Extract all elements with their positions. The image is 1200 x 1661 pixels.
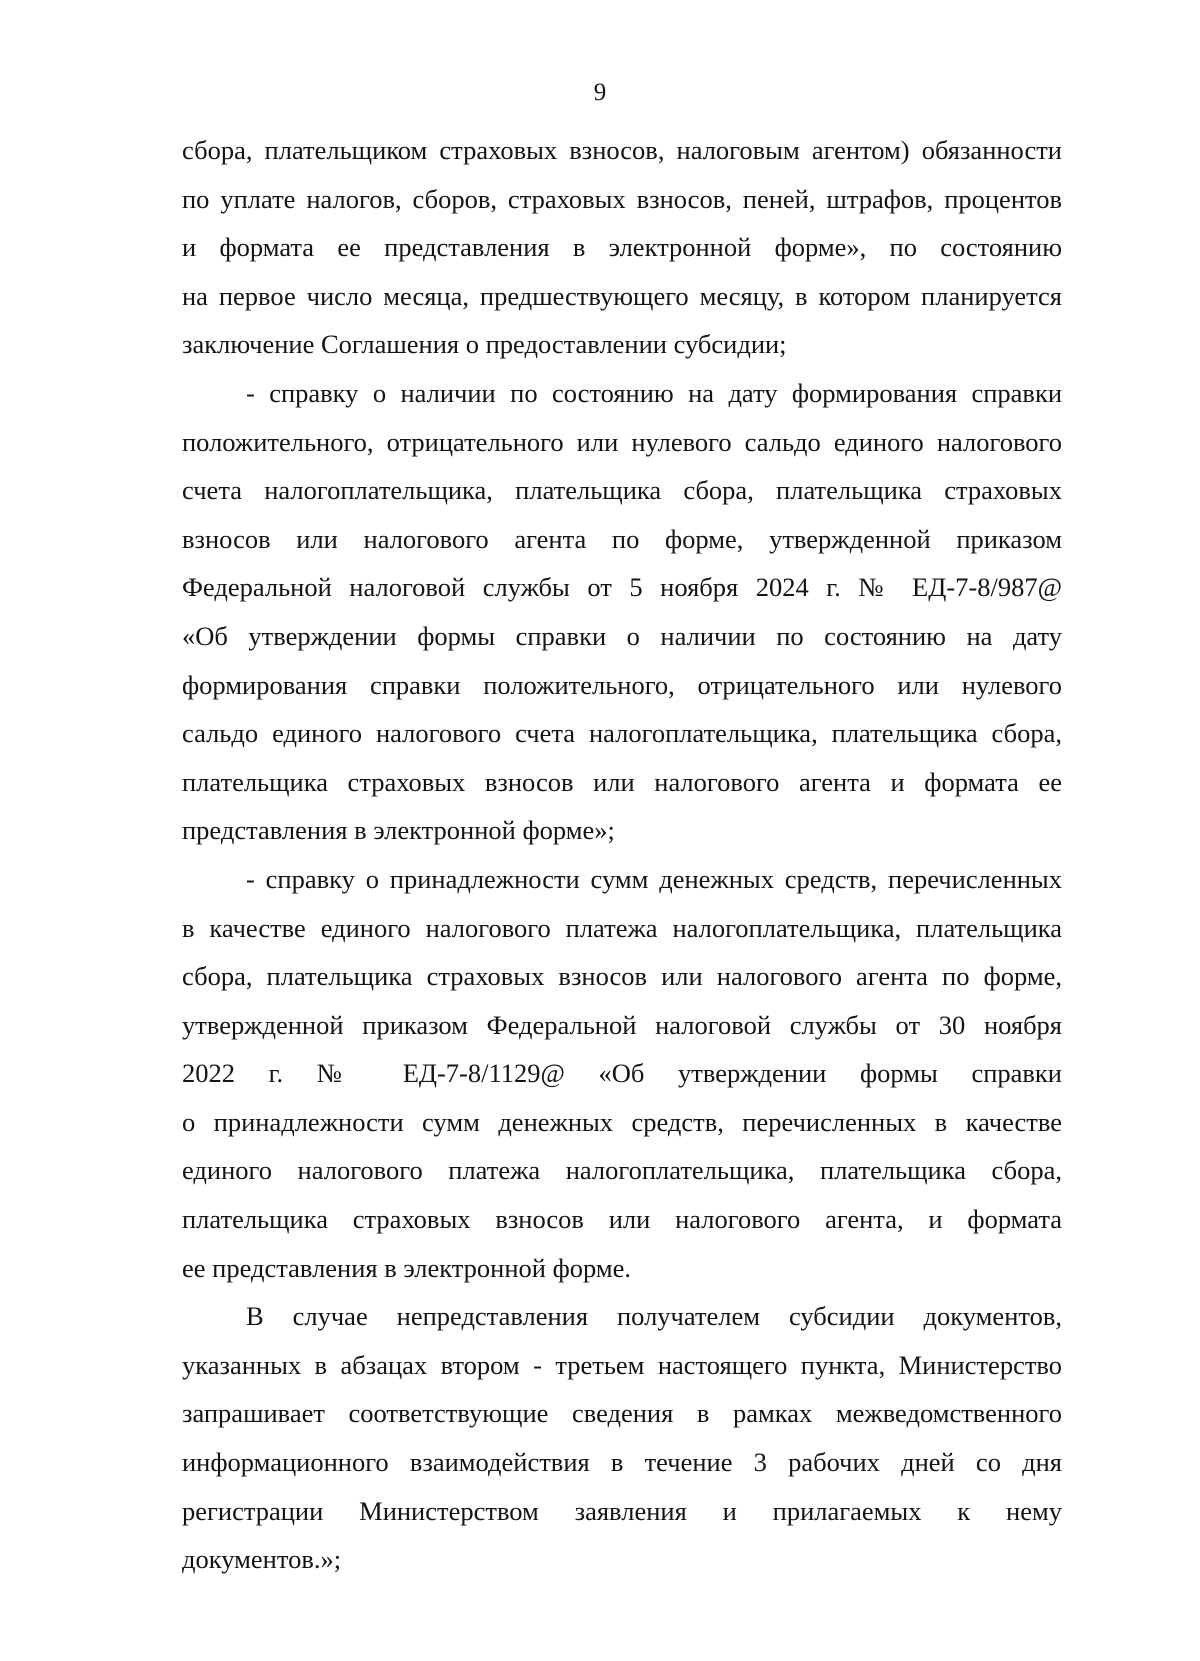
text-line: 2022 г. № ЕД-7-8/1129@ «Об утверждении формы справки xyxy=(182,1058,1062,1089)
text-line: и формата ее представления в электронной форме», по состоянию xyxy=(182,232,1062,263)
paragraph-2 xyxy=(182,369,1062,855)
paragraph-3 xyxy=(182,855,1062,1292)
text-line: ее представления в электронной форме. xyxy=(182,1252,632,1283)
text-line: о принадлежности сумм денежных средств, перечисленных в качестве xyxy=(182,1106,1062,1137)
paragraph-1 xyxy=(182,126,1062,369)
document-body xyxy=(182,126,1062,1584)
text-line: информационного взаимодействия в течение 3 рабочих дней со дня xyxy=(182,1447,1062,1478)
text-line: сальдо единого налогового счета налогоплательщика, плательщика сбора, xyxy=(182,718,1062,749)
text-line: регистрации Министерством заявления и прилагаемых к нему xyxy=(182,1495,1062,1526)
text-line: плательщика страховых взносов или налогового агента и формата ее xyxy=(182,766,1062,797)
text-line: запрашивает соответствующие сведения в рамках межведомственного xyxy=(182,1398,1062,1429)
text-line: по уплате налогов, сборов, страховых взносов, пеней, штрафов, процентов xyxy=(182,183,1062,214)
text-line: сбора, плательщиком страховых взносов, налоговым агентом) обязанности xyxy=(182,135,1062,165)
text-line: указанных в абзацах втором - третьем настоящего пункта, Министерство xyxy=(182,1349,1062,1380)
text-line: «Об утверждении формы справки о наличии по состоянию на дату xyxy=(182,620,1062,651)
text-line: документов.»; xyxy=(182,1544,342,1575)
paragraph-4 xyxy=(182,1292,1062,1584)
text-line: - справку о принадлежности сумм денежных средств, перечисленных xyxy=(246,863,1062,894)
text-line: единого налогового платежа налогоплательщика, плательщика сбора, xyxy=(182,1155,1062,1186)
text-line: - справку о наличии по состоянию на дату формирования справки xyxy=(246,377,1062,408)
text-line: формирования справки положительного, отрицательного или нулевого xyxy=(182,669,1062,700)
text-line: плательщика страховых взносов или налогового агента, и формата xyxy=(182,1204,1062,1235)
page-number: 9 xyxy=(593,79,607,106)
text-line: представления в электронной форме»; xyxy=(182,815,615,846)
text-line: взносов или налогового агента по форме, утвержденной приказом xyxy=(182,523,1062,554)
text-line: В случае непредставления получателем субсидии документов, xyxy=(246,1301,1062,1332)
text-line: положительного, отрицательного или нулевого сальдо единого налогового xyxy=(182,426,1062,457)
text-line: счета налогоплательщика, плательщика сбора, плательщика страховых xyxy=(182,475,1062,506)
text-line: Федеральной налоговой службы от 5 ноября 2024 г. № ЕД-7-8/987@ xyxy=(182,572,1062,603)
text-line: в качестве единого налогового платежа налогоплательщика, плательщика xyxy=(182,912,1062,943)
text-line: сбора, плательщика страховых взносов или налогового агента по форме, xyxy=(182,961,1062,992)
text-line: утвержденной приказом Федеральной налоговой службы от 30 ноября xyxy=(182,1009,1062,1040)
text-line: заключение Соглашения о предоставлении субсидии; xyxy=(182,329,787,360)
text-line: на первое число месяца, предшествующего месяцу, в котором планируется xyxy=(182,280,1062,311)
